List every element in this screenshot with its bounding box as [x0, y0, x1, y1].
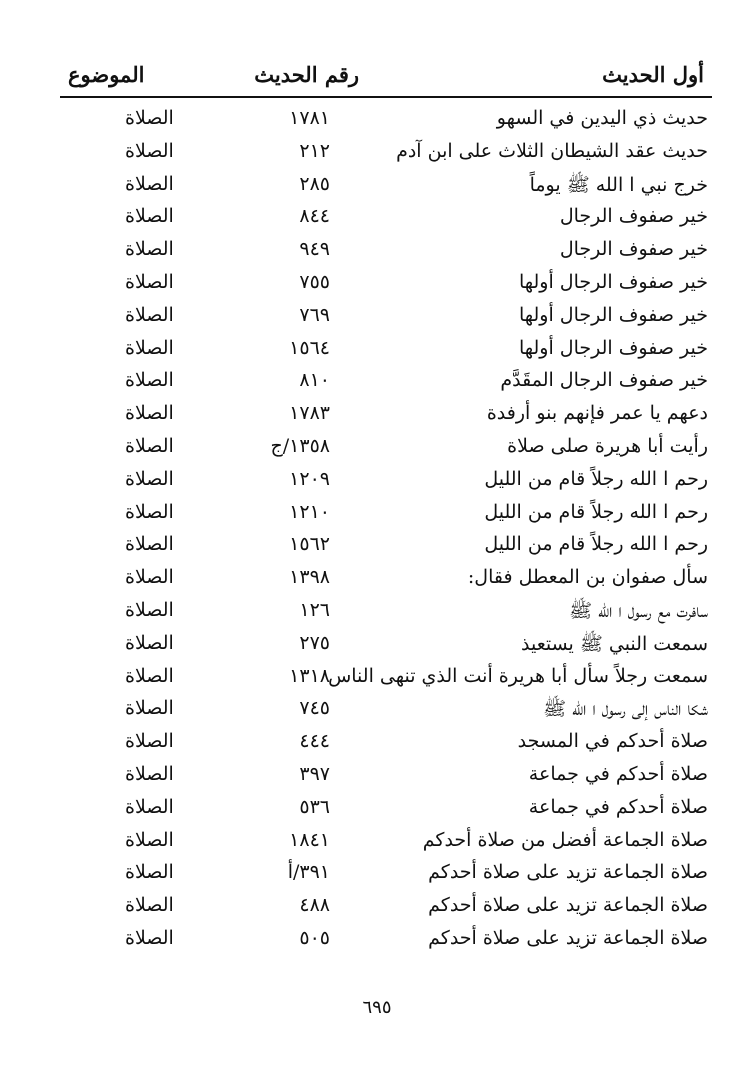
topic-text: الصلاة: [125, 926, 174, 949]
table-row: [60, 432, 712, 465]
hadith-start-text: شكا الناس إلى رسول ا الله ﷺ: [543, 698, 708, 721]
topic-text: الصلاة: [125, 270, 174, 293]
hadith-number: ٨١٠: [299, 369, 330, 392]
hadith-number: ٤٨٨: [299, 894, 330, 917]
hadith-start-text: صلاة الجماعة أفضل من صلاة أحدكم: [422, 828, 708, 851]
hadith-start-text: رحم ا الله رجلاً قام من الليل: [484, 500, 708, 523]
table-row: [60, 924, 712, 957]
hadith-number: ٧٥٥: [299, 270, 330, 293]
table-row: [60, 826, 712, 859]
hadith-number: ٧٤٥: [299, 697, 330, 720]
hadith-start-text: خرج نبي ا الله ﷺ يوماً: [529, 173, 708, 196]
table-row: [60, 891, 712, 924]
topic-text: الصلاة: [125, 238, 174, 261]
table-row: [60, 727, 712, 760]
hadith-number: ١٣٩٨: [289, 566, 330, 589]
hadith-start-text: خير صفوف الرجال أولها: [518, 270, 708, 293]
hadith-start-text: سمعت النبي ﷺ يستعيذ: [520, 632, 708, 655]
topic-text: الصلاة: [125, 434, 174, 457]
hadith-start-text: سأل صفوان بن المعطل فقال:: [467, 566, 708, 589]
hadith-start-text: دعهم يا عمر فإنهم بنو أرفدة: [486, 402, 708, 425]
hadith-number: ٢٨٥: [299, 172, 330, 195]
table-row: [60, 235, 712, 268]
table-row: [60, 202, 712, 235]
table-header: [60, 56, 712, 98]
hadith-number: ١٢١٠: [289, 500, 330, 523]
hadith-number: ٣٩٧: [299, 762, 330, 785]
header-hadith-number: رقم الحديث: [254, 62, 359, 87]
topic-text: الصلاة: [125, 631, 174, 654]
header-topic: الموضوع: [68, 62, 145, 87]
table-row: [60, 366, 712, 399]
topic-text: الصلاة: [125, 598, 174, 621]
topic-text: الصلاة: [125, 861, 174, 884]
hadith-number: ١٨٤١: [289, 828, 330, 851]
table-row: [60, 301, 712, 334]
hadith-start-text: سافرت مع رسول ا الله ﷺ: [569, 599, 708, 622]
hadith-start-text: رحم ا الله رجلاً قام من الليل: [484, 467, 708, 490]
hadith-number: ١٧٨١: [289, 107, 330, 129]
hadith-start-text: خير صفوف الرجال: [559, 238, 708, 261]
hadith-number: ١٢٦: [299, 598, 330, 621]
topic-text: الصلاة: [125, 828, 174, 851]
topic-text: الصلاة: [125, 172, 174, 195]
topic-text: الصلاة: [125, 205, 174, 228]
topic-text: الصلاة: [125, 730, 174, 753]
hadith-start-text: رحم ا الله رجلاً قام من الليل: [484, 533, 708, 556]
hadith-number: ٣٩١/أ: [287, 861, 330, 884]
table-row: [60, 760, 712, 793]
hadith-start-text: صلاة أحدكم في المسجد: [517, 730, 708, 753]
hadith-number: ٤٤٤: [299, 730, 330, 753]
hadith-start-text: رأيت أبا هريرة صلى صلاة: [507, 434, 708, 457]
hadith-start-text: خير صفوف الرجال أولها: [518, 336, 708, 359]
hadith-start-text: صلاة أحدكم في جماعة: [528, 795, 708, 818]
table-row: [60, 694, 712, 727]
table-row: [60, 793, 712, 826]
topic-text: الصلاة: [125, 795, 174, 818]
hadith-start-text: صلاة أحدكم في جماعة: [528, 762, 708, 785]
page-number: ٦٩٥: [362, 997, 392, 1018]
topic-text: الصلاة: [125, 762, 174, 785]
hadith-number: ٧٦٩: [299, 303, 330, 326]
hadith-start-text: خير صفوف الرجال المقَدَّم: [500, 369, 708, 392]
hadith-number: ٩٤٩: [299, 238, 330, 261]
table-row: [60, 334, 712, 367]
header-hadith-start: أول الحديث: [602, 62, 704, 87]
table-row: [60, 268, 712, 301]
hadith-number: ١٣٥٨/ج: [270, 434, 330, 457]
hadith-number: ١٣١٨: [289, 664, 330, 687]
hadith-number: ٢٧٥: [299, 631, 330, 654]
table-row: [60, 104, 712, 137]
table-row: [60, 563, 712, 596]
topic-text: الصلاة: [125, 303, 174, 326]
hadith-start-text: حديث ذي اليدين في السهو: [496, 107, 708, 129]
hadith-start-text: صلاة الجماعة تزيد على صلاة أحدكم: [428, 926, 708, 949]
hadith-number: ١٢٠٩: [289, 467, 330, 490]
hadith-start-text: خير صفوف الرجال أولها: [518, 303, 708, 326]
topic-text: الصلاة: [125, 369, 174, 392]
topic-text: الصلاة: [125, 664, 174, 687]
topic-text: الصلاة: [125, 402, 174, 425]
hadith-start-text: حديث عقد الشيطان الثلاث على ابن آدم: [396, 139, 708, 162]
table-row: [60, 465, 712, 498]
hadith-start-text: خير صفوف الرجال: [559, 205, 708, 228]
hadith-number: ٢١٢: [299, 139, 330, 162]
table-row: [60, 858, 712, 891]
hadith-index-table: [60, 104, 712, 957]
table-row: [60, 629, 712, 662]
topic-text: الصلاة: [125, 533, 174, 556]
hadith-number: ١٥٦٤: [289, 336, 330, 359]
topic-text: الصلاة: [125, 467, 174, 490]
topic-text: الصلاة: [125, 697, 174, 720]
hadith-number: ٥٣٦: [299, 795, 330, 818]
topic-text: الصلاة: [125, 336, 174, 359]
hadith-start-text: سمعت رجلاً سأل أبا هريرة أنت الذي تنهى الناس: [328, 664, 708, 687]
hadith-number: ٨٤٤: [299, 205, 330, 228]
hadith-number: ٥٠٥: [299, 926, 330, 949]
hadith-start-text: صلاة الجماعة تزيد على صلاة أحدكم: [428, 861, 708, 884]
topic-text: الصلاة: [125, 566, 174, 589]
hadith-number: ١٥٦٢: [289, 533, 330, 556]
hadith-number: ١٧٨٣: [289, 402, 330, 425]
topic-text: الصلاة: [125, 139, 174, 162]
table-row: [60, 662, 712, 695]
table-row: [60, 170, 712, 203]
topic-text: الصلاة: [125, 500, 174, 523]
topic-text: الصلاة: [125, 107, 174, 129]
table-row: [60, 137, 712, 170]
topic-text: الصلاة: [125, 894, 174, 917]
table-row: [60, 498, 712, 531]
hadith-start-text: صلاة الجماعة تزيد على صلاة أحدكم: [428, 894, 708, 917]
table-row: [60, 399, 712, 432]
table-row: [60, 596, 712, 629]
table-row: [60, 530, 712, 563]
